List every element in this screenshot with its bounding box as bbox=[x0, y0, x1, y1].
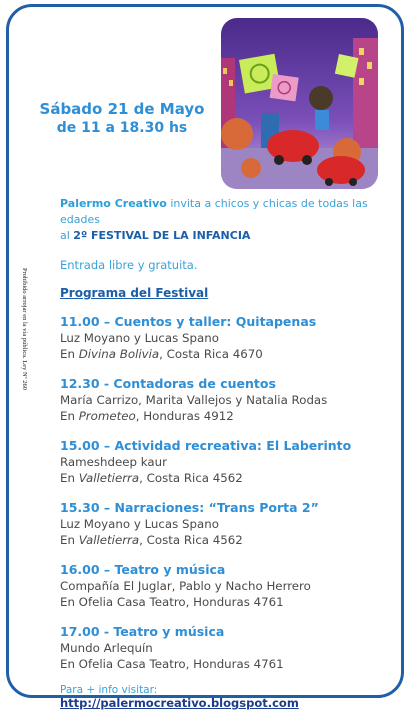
event-item bbox=[60, 314, 400, 362]
event-place bbox=[60, 594, 400, 610]
venue-name: Valletierra bbox=[78, 533, 140, 547]
programa-title: Programa del Festival bbox=[60, 286, 209, 300]
event-item bbox=[60, 500, 400, 548]
flyer-content bbox=[60, 196, 400, 710]
place-prefix: En bbox=[60, 409, 79, 423]
event-item bbox=[60, 624, 400, 672]
event-list bbox=[60, 314, 400, 672]
blog-link[interactable]: http://palermocreativo.blogspot.com bbox=[60, 696, 299, 710]
venue-name: Prometeo bbox=[78, 409, 136, 423]
event-people: Luz Moyano y Lucas Spano bbox=[60, 517, 219, 531]
org-name: Palermo Creativo bbox=[60, 197, 167, 210]
event-title: 17.00 - Teatro y música bbox=[60, 624, 225, 639]
date-line: Sábado 21 de Mayo bbox=[39, 100, 205, 118]
event-people: Mundo Arlequín bbox=[60, 641, 153, 655]
event-title: 15.30 – Narraciones: “Trans Porta 2” bbox=[60, 500, 319, 515]
event-people: Compañía El Juglar, Pablo y Nacho Herrero bbox=[60, 579, 311, 593]
venue-address: , Honduras 4912 bbox=[135, 409, 234, 423]
event-place bbox=[60, 656, 400, 672]
event-title: 16.00 – Teatro y música bbox=[60, 562, 226, 577]
event-item bbox=[60, 562, 400, 610]
illustration-svg bbox=[221, 18, 378, 189]
intro-line2: al bbox=[60, 229, 74, 242]
event-title: 15.00 – Actividad recreativa: El Laberinto bbox=[60, 438, 352, 453]
intro-text bbox=[60, 196, 400, 244]
event-item bbox=[60, 376, 400, 424]
event-title: 11.00 – Cuentos y taller: Quitapenas bbox=[60, 314, 317, 329]
info-label: Para + info visitar: bbox=[60, 684, 158, 696]
time-range: de 11 a 18.30 hs bbox=[56, 120, 188, 136]
place-prefix: En bbox=[60, 533, 79, 547]
venue-address: , Costa Rica 4670 bbox=[159, 347, 263, 361]
event-place bbox=[60, 408, 400, 424]
event-people: Luz Moyano y Lucas Spano bbox=[60, 331, 219, 345]
venue-name: Valletierra bbox=[78, 471, 140, 485]
place-prefix: En bbox=[60, 347, 79, 361]
event-place bbox=[60, 532, 400, 548]
place-prefix: En Ofelia Casa Teatro, Honduras 4761 bbox=[60, 595, 284, 609]
place-prefix: En Ofelia Casa Teatro, Honduras 4761 bbox=[60, 657, 284, 671]
entrada-text: Entrada libre y gratuita. bbox=[60, 258, 198, 272]
event-place bbox=[60, 346, 400, 362]
festival-illustration bbox=[221, 18, 378, 189]
intro-line1: invita a chicos y chicas de todas las edades bbox=[60, 197, 368, 226]
venue-name: Divina Bolivia bbox=[78, 347, 160, 361]
venue-address: , Costa Rica 4562 bbox=[139, 533, 243, 547]
event-people: María Carrizo, Marita Vallejos y Natalia Rodas bbox=[60, 393, 328, 407]
event-item bbox=[60, 438, 400, 486]
legal-note: Prohibido arrojar en la vía pública. Ley Nº 260 bbox=[21, 268, 28, 391]
place-prefix: En bbox=[60, 471, 79, 485]
festival-name: 2º FESTIVAL DE LA INFANCIA bbox=[73, 229, 251, 242]
event-date bbox=[27, 100, 217, 138]
event-place bbox=[60, 470, 400, 486]
event-title: 12.30 - Contadoras de cuentos bbox=[60, 376, 276, 391]
venue-address: , Costa Rica 4562 bbox=[139, 471, 243, 485]
event-people: Rameshdeep kaur bbox=[60, 455, 167, 469]
